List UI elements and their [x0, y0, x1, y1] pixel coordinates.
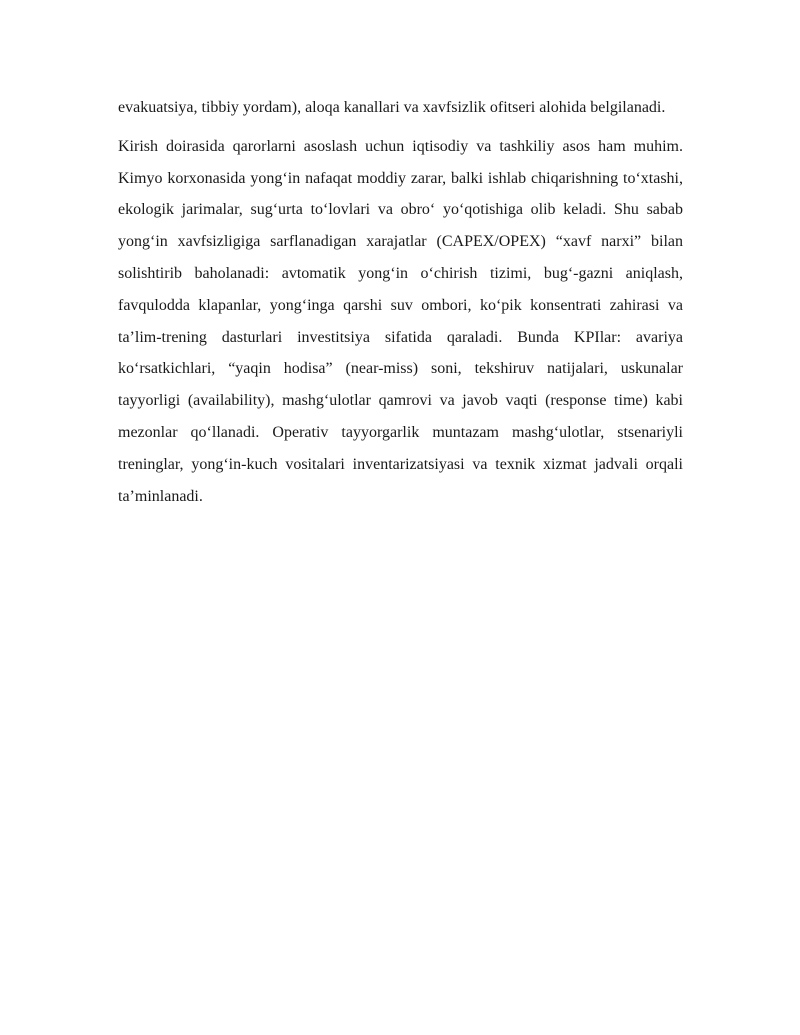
body-text	[118, 92, 683, 512]
paragraph-continuation: evakuatsiya, tibbiy yordam), aloqa kanallari va xavfsizlik ofitseri alohida belgilanadi.	[118, 99, 666, 116]
paragraph-kirish-doirasi: Kirish doirasida qarorlarni asoslash uchun iqtisodiy va tashkiliy asos ham muhim. Kimyo korxonasida yong‘in nafaqat moddiy zarar, balki ishlab chiqarishning to‘xtashi, ekologik jarimalar, sug‘urta to‘lovlari va obro‘ yo‘qotishiga olib keladi. Shu sabab yong‘in xavfsizligiga sarflanadigan xarajatlar (CAPEX/OPEX) “xavf narxi” bilan solishtirib baholanadi: avtomatik yong‘in o‘chirish tizimi, bug‘-gazni aniqlash, favqulodda klapanlar, yong‘inga qarshi suv ombori, ko‘pik konsentrati zahirasi va ta’lim-trening dasturlari investitsiya sifatida qaraladi. Bunda KPIlar: avariya ko‘rsatkichlari, “yaqin hodisa” (near-miss) soni, tekshiruv natijalari, uskunalar tayyorligi (availability), mashg‘ulotlar qamrovi va javob vaqti (response time) kabi mezonlar qo‘llanadi. Operativ tayyorgarlik muntazam mashg‘ulotlar, stsenariyli treninglar, yong‘in-kuch vositalari inventarizatsiyasi va texnik xizmat jadvali orqali ta’minlanadi.	[118, 137, 683, 505]
